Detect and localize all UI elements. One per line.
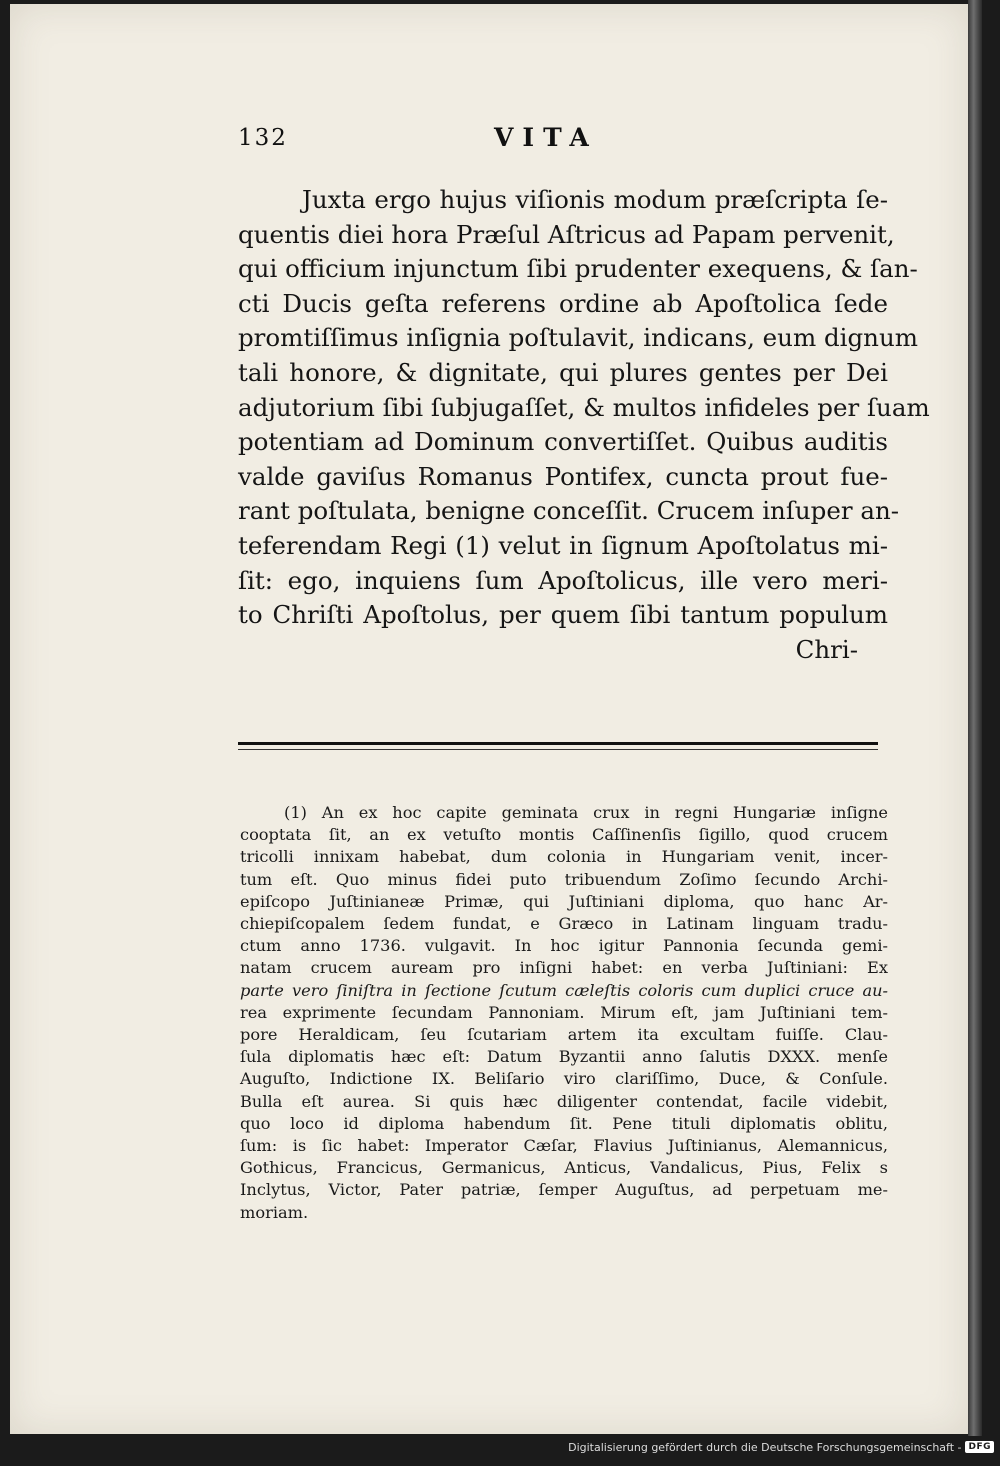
- text-line: cti Ducis geſta referens ordine ab Apoſtolica ſede: [238, 288, 888, 318]
- footnote-line: ctum anno 1736. vulgavit. In hoc igitur Pannonia ſecunda gemi-: [240, 936, 888, 956]
- text-line: to Chriſti Apoſtolus, per quem ſibi tantum populum: [238, 600, 888, 630]
- footnote-line: cooptata ſit, an ex vetuſto montis Caſſinenſis ſigillo, quod crucem: [240, 825, 888, 845]
- footnote-line: Gothicus, Francicus, Germanicus, Anticus, Vandalicus, Pius, Felix s: [240, 1158, 888, 1178]
- footnote-line: Bulla eſt aurea. Si quis hæc diligenter contendat, facile videbit,: [240, 1091, 888, 1111]
- footnote-line: moriam.: [240, 1202, 309, 1222]
- footnote-line: ſula diplomatis hæc eſt: Datum Byzantii anno ſalutis DXXX. menſe: [240, 1047, 888, 1067]
- credit-text: Digitalisierung gefördert durch die Deutsche Forschungsgemeinschaft -: [568, 1440, 962, 1454]
- footnote: [240, 802, 888, 1224]
- footnote-line: epiſcopo Juſtinianeæ Primæ, qui Juſtiniani diploma, quo hanc Ar-: [240, 891, 888, 911]
- running-title: VITA: [494, 123, 598, 152]
- page-header: [238, 125, 888, 161]
- text-line: promtiſſimus inſignia poſtulavit, indicans, eum dignum: [238, 323, 918, 353]
- text-line: valde gaviſus Romanus Pontifex, cuncta prout fue-: [238, 461, 888, 491]
- text-line: ſit: ego, inquiens ſum Apoſtolicus, ille vero meri-: [238, 565, 888, 595]
- footnote-line: natam crucem auream pro inſigni habet: en verba Juſtiniani: Ex: [240, 958, 888, 978]
- page-edge: [968, 0, 982, 1436]
- footnote-line: chiepiſcopalem ſedem fundat, e Græco in Latinam linguam tradu-: [240, 914, 888, 934]
- text-line: potentiam ad Dominum convertiſſet. Quibus auditis: [238, 427, 888, 457]
- digitization-credit: [568, 1438, 994, 1456]
- footnote-rule: [238, 742, 878, 745]
- footnote-line: pore Heraldicam, ſeu ſcutariam artem ita excultam fuiſſe. Clau-: [240, 1025, 888, 1045]
- main-text: [238, 183, 930, 667]
- footnote-rule-thin: [238, 749, 878, 750]
- footnote-line: quo loco id diploma habendum ſit. Pene tituli diplomatis oblitu,: [240, 1113, 888, 1133]
- dfg-logo: DFG: [965, 1441, 994, 1453]
- page-number: 132: [238, 125, 288, 151]
- catchword: Chri-: [795, 634, 858, 664]
- text-line: teferendam Regi (1) velut in ſignum Apoſtolatus mi-: [238, 530, 888, 560]
- footnote-line: rea exprimente ſecundam Pannoniam. Mirum eſt, jam Juſtiniani tem-: [240, 1002, 888, 1022]
- footnote-line: parte vero ſiniſtra in ſectione ſcutum cæleſtis coloris cum duplici cruce au-: [240, 980, 888, 1000]
- footnote-line: (1) An ex hoc capite geminata crux in regni Hungariæ inſigne: [284, 803, 888, 822]
- footnote-line: ſum: is ſic habet: Imperator Cæſar, Flavius Juſtinianus, Alemannicus,: [240, 1136, 888, 1156]
- text-line: qui officium injunctum ſibi prudenter exequens, & ſan-: [238, 254, 918, 284]
- footnote-line: tum eſt. Quo minus fidei puto tribuendum Zoſimo ſecundo Archi-: [240, 869, 888, 889]
- text-line: rant poſtulata, benigne conceſſit. Crucem inſuper an-: [238, 496, 900, 526]
- footnote-line: tricolli innixam habebat, dum colonia in Hungariam venit, incer-: [240, 847, 888, 867]
- footnote-line: Inclytus, Victor, Pater patriæ, ſemper Auguſtus, ad perpetuam me-: [240, 1180, 888, 1200]
- text-line: tali honore, & dignitate, qui plures gentes per Dei: [238, 357, 888, 387]
- text-line: Juxta ergo hujus viſionis modum præſcripta ſe-: [302, 185, 888, 214]
- text-line: quentis diei hora Præſul Aſtricus ad Papam pervenit,: [238, 219, 895, 249]
- footnote-line: Auguſto, Indictione IX. Beliſario viro clariſſimo, Duce, & Conſule.: [240, 1069, 888, 1089]
- text-line: adjutorium ſibi ſubjugaſſet, & multos infideles per ſuam: [238, 392, 930, 422]
